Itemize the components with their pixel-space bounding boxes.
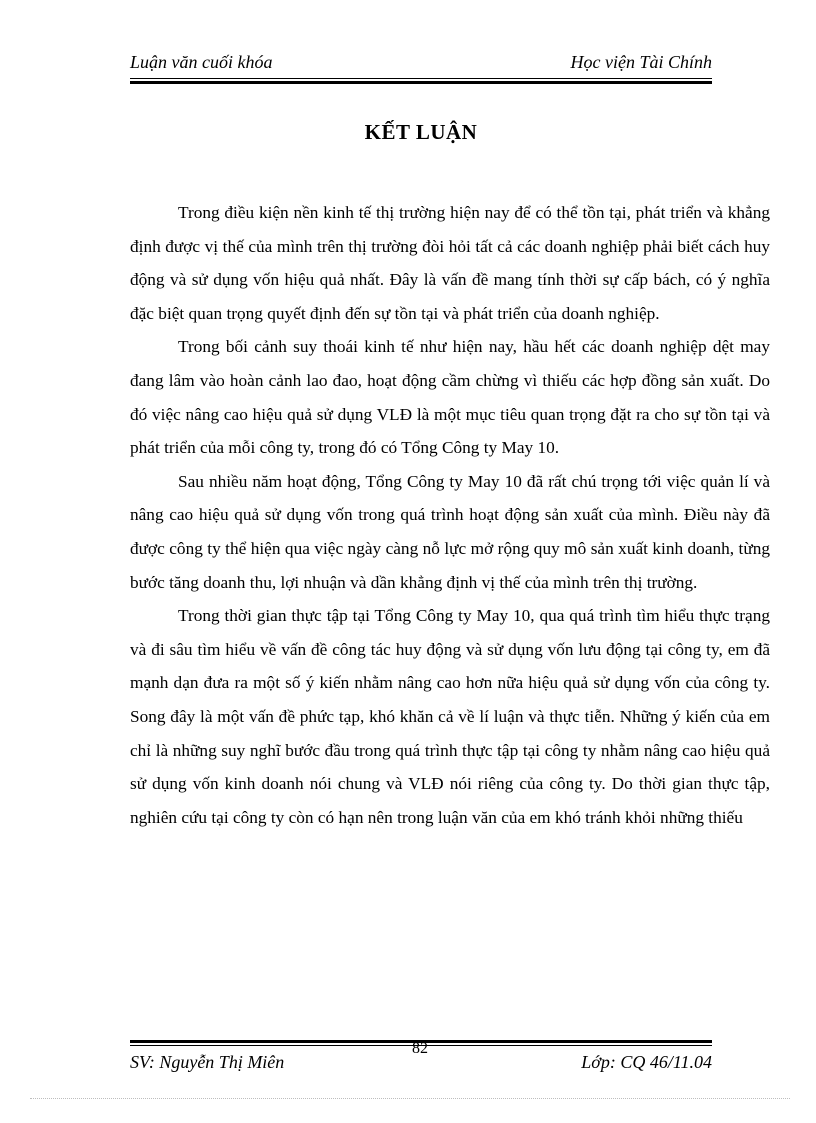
paragraph-2: Trong bối cảnh suy thoái kinh tế như hiện nay, hầu hết các doanh nghiệp dệt may đang lâm vào hoàn cảnh lao đao, hoạt động cầm chừng vì thiếu các hợp đồng sản xuất. Do đó việc nâng cao hiệu quả sử dụng VLĐ là một mục tiêu quan trọng đặt ra cho sự tồn tại và phát triển của mỗi công ty, trong đó có Tổng Công ty May 10. — [130, 337, 770, 458]
header-rule-thick — [130, 81, 712, 84]
paragraph-4: Trong thời gian thực tập tại Tổng Công ty May 10, qua quá trình tìm hiểu thực trạng và đi sâu tìm hiểu về vấn đề công tác huy động và sử dụng vốn lưu động tại công ty, em đã mạnh dạn đưa ra một số ý kiến nhằm nâng cao hơn nữa hiệu quả sử dụng vốn của công ty. Song đây là một vấn đề phức tạp, khó khăn cả về lí luận và thực tiễn. Những ý kiến của em chỉ là những suy nghĩ bước đầu trong quá trình thực tập tại công ty nhằm nâng cao hiệu quả sử dụng vốn kinh doanh nói chung và VLĐ nói riêng của công ty. Do thời gian thực tập, nghiên cứu tại công ty còn có hạn nên trong luận văn của em khó tránh khỏi những thiếu — [130, 606, 770, 827]
header-rule-thin — [130, 78, 712, 79]
header-institution: Học viện Tài Chính — [570, 52, 712, 72]
footer-student-name: SV: Nguyễn Thị Miên — [130, 1052, 285, 1072]
footer-class-code: Lớp: CQ 46/11.04 — [581, 1052, 712, 1072]
page-header — [130, 50, 712, 78]
page-number: 82 — [412, 1040, 428, 1057]
page-bottom-dotted-line — [30, 1098, 790, 1099]
body-text — [130, 196, 770, 834]
page-footer — [130, 1050, 712, 1080]
header-thesis-label: Luận văn cuối khóa — [130, 52, 273, 72]
paragraph-3: Sau nhiều năm hoạt động, Tổng Công ty May 10 đã rất chú trọng tới việc quản lí và nâng cao hiệu quả sử dụng vốn trong quá trình hoạt động sản xuất của mình. Điều này đã được công ty thể hiện qua việc ngày càng nỗ lực mở rộng quy mô sản xuất kinh doanh, từng bước tăng doanh thu, lợi nhuận và dần khẳng định vị thế của mình trên thị trường. — [130, 471, 770, 592]
paragraph-1: Trong điều kiện nền kinh tế thị trường hiện nay để có thể tồn tại, phát triển và khẳng định được vị thế của mình trên thị trường đòi hỏi tất cả các doanh nghiệp phải biết cách huy động và sử dụng vốn hiệu quả nhất. Đây là vấn đề mang tính thời sự cấp bách, có ý nghĩa đặc biệt quan trọng quyết định đến sự tồn tại và phát triển của doanh nghiệp. — [130, 203, 770, 323]
page-title: KẾT LUẬN — [364, 120, 478, 144]
